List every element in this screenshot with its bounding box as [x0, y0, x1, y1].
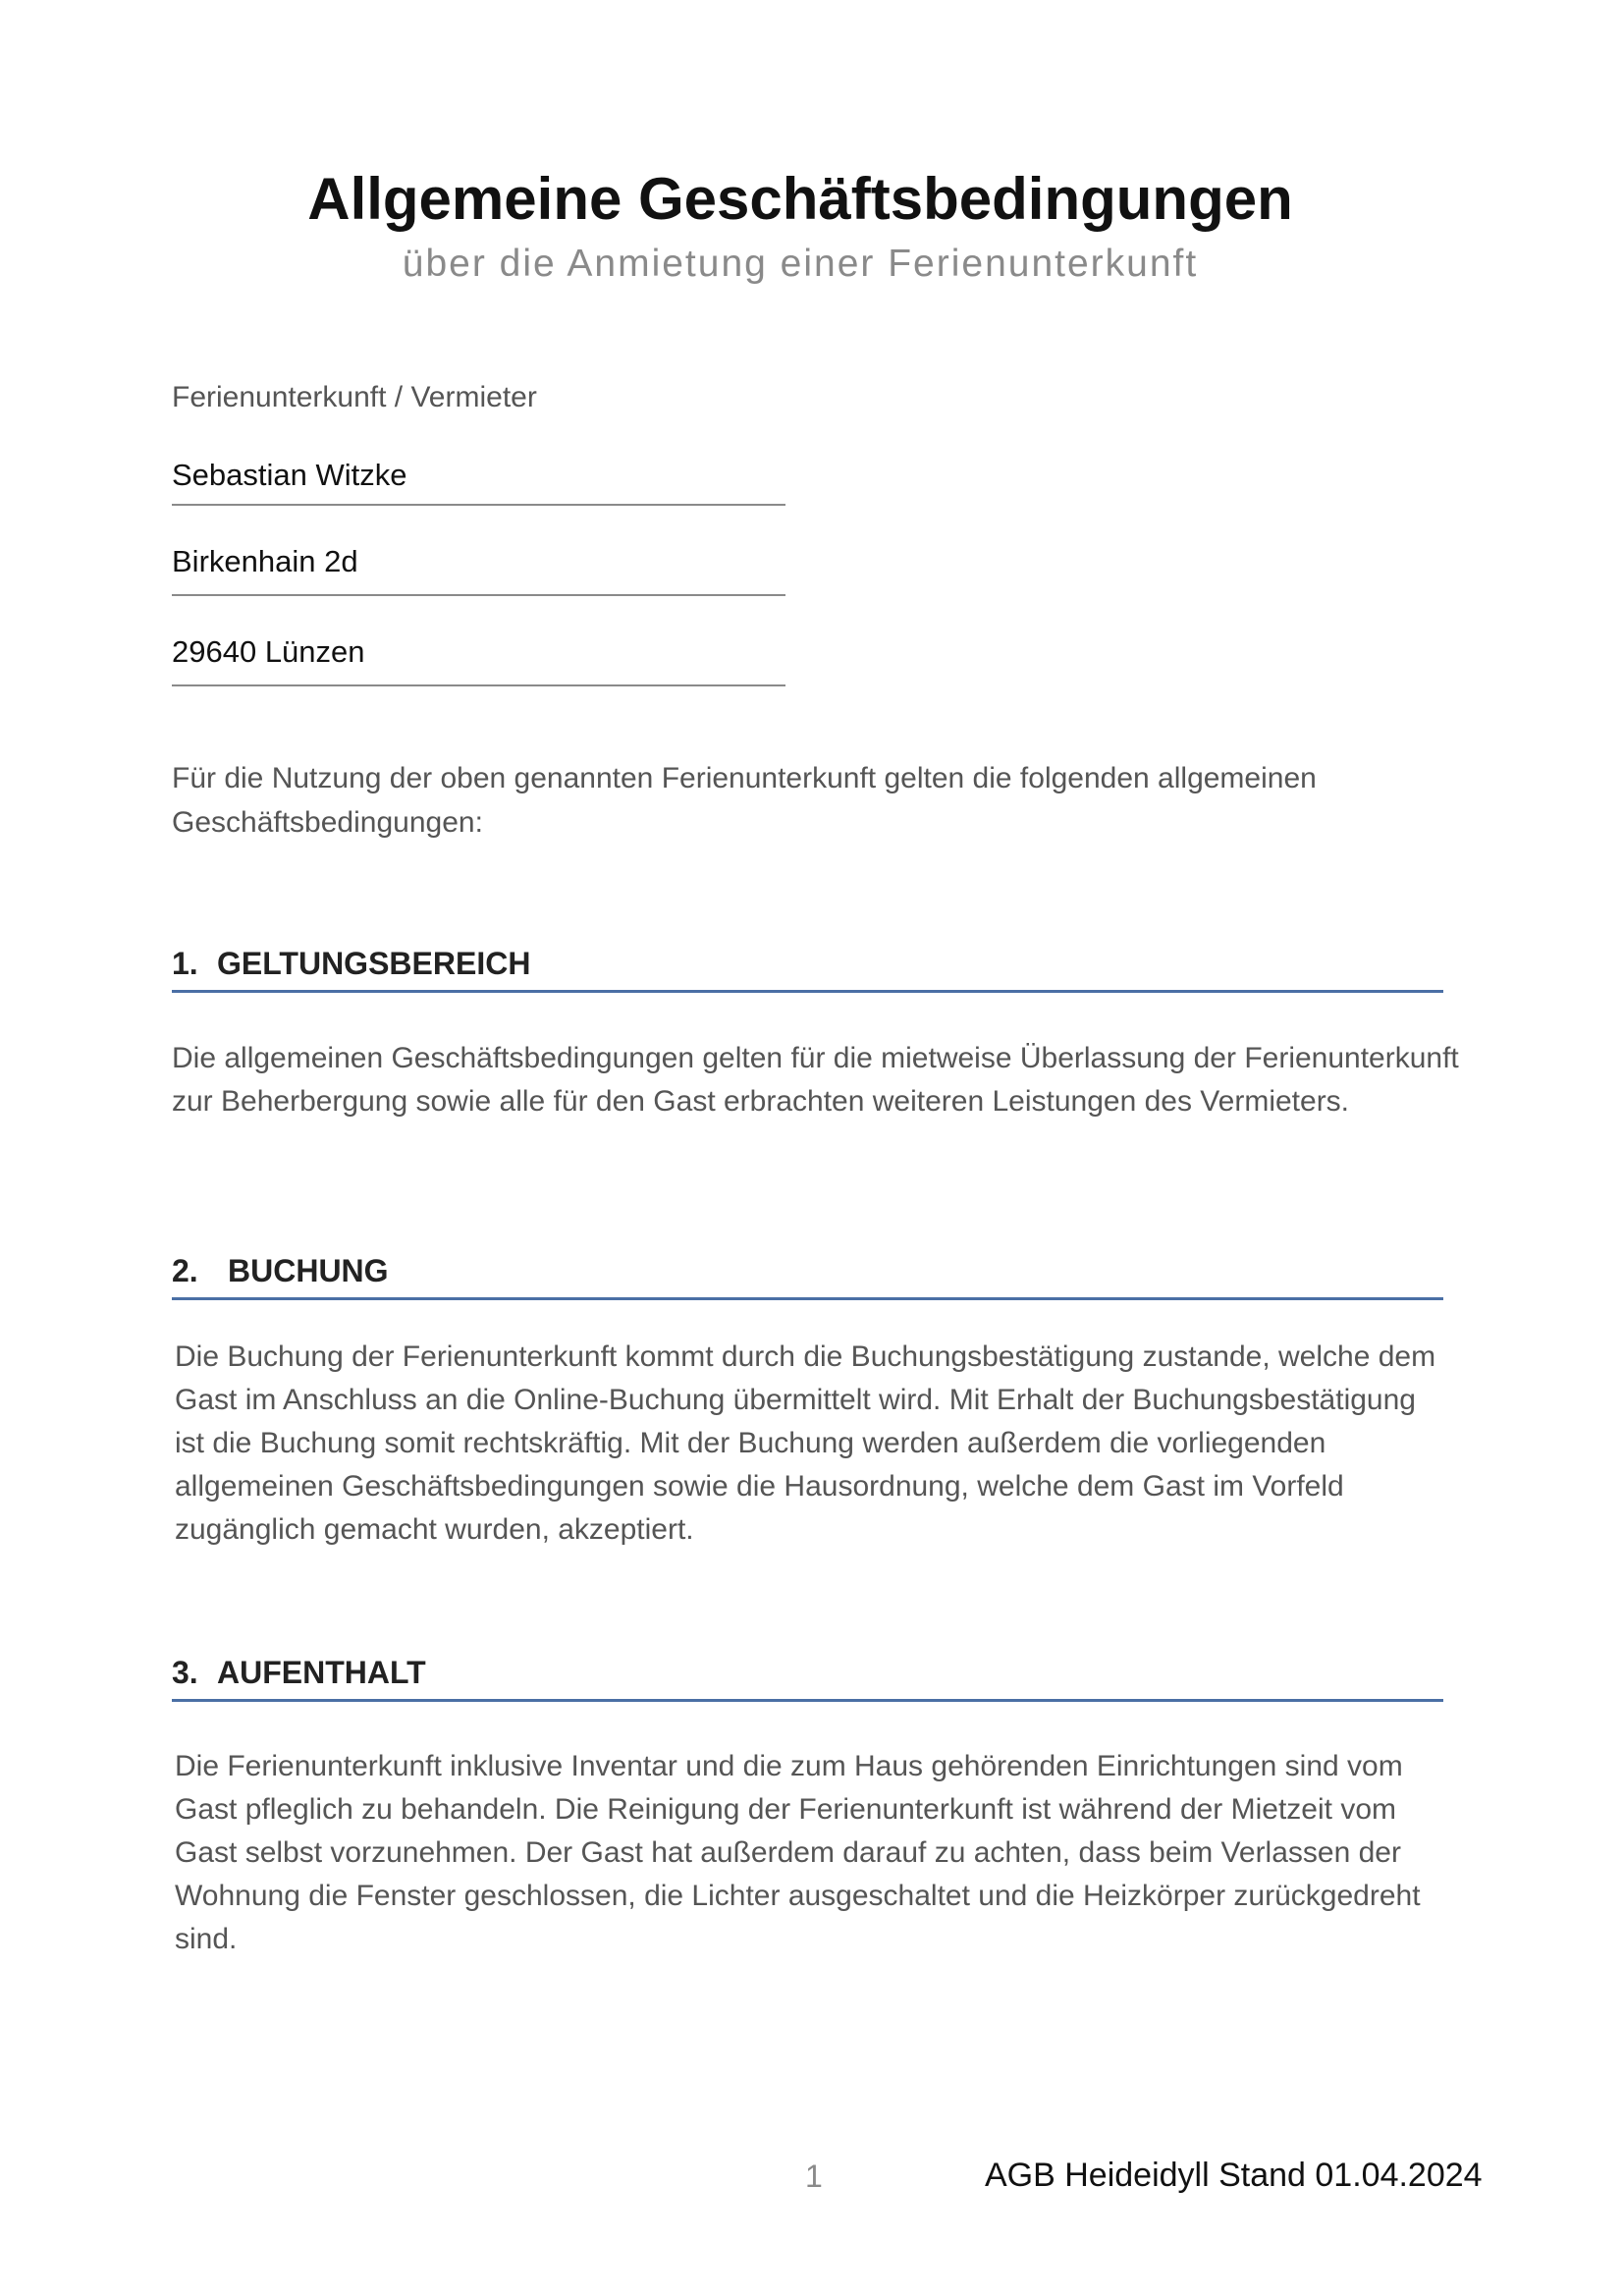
section-3-heading [172, 1655, 1443, 1702]
section-2-text: Die Buchung der Ferienunterkunft kommt durch die Buchungsbestätigung zustande, welche dem Gast im Anschluss an die Online-Buchung übermittelt wird. Mit Erhalt der Buchungsbestätigung ist die Buchung somit rechtskräftig. Mit der Buchung werden außerdem die vorliegenden allgemeinen Geschäftsbedingungen sowie die Hausordnung, welche dem Gast im Vorfeld zugänglich gemacht wurden, akzeptiert. [175, 1340, 1436, 1546]
page-number: 1 [805, 2159, 823, 2194]
landlord-city: 29640 Lünzen [172, 634, 365, 669]
landlord-name-field [172, 458, 785, 506]
intro-text: Für die Nutzung der oben genannten Ferienunterkunft gelten die folgenden allgemeinen Geschäftsbedingungen: [172, 762, 1317, 839]
section-1-title: GELTUNGSBEREICH [217, 946, 531, 981]
section-1-number: 1. [172, 946, 198, 981]
section-1-heading [172, 946, 1443, 993]
section-3-number: 3. [172, 1655, 198, 1690]
section-2-heading [172, 1253, 1443, 1300]
section-2-title: BUCHUNG [228, 1253, 389, 1288]
section-3-title: AUFENTHALT [217, 1655, 426, 1690]
footer-document-info: AGB Heideidyll Stand 01.04.2024 [985, 2157, 1483, 2194]
landlord-city-field [172, 634, 785, 686]
section-2-number: 2. [172, 1253, 198, 1288]
section-3-text: Die Ferienunterkunft inklusive Inventar und die zum Haus gehörenden Einrichtungen sind vom Gast pfleglich zu behandeln. Die Reinigung der Ferienunterkunft ist während der Mietzeit vom Gast selbst vorzunehmen. Der Gast hat außerdem darauf zu achten, dass beim Verlassen der Wohnung die Fenster geschlossen, die Lichter ausgeschaltet und die Heizkörper zurückgedreht sind. [175, 1750, 1421, 1955]
landlord-label: Ferienunterkunft / Vermieter [172, 381, 537, 413]
landlord-name: Sebastian Witzke [172, 458, 407, 492]
document-title: Allgemeine Geschäftsbedingungen [307, 166, 1293, 232]
document-subtitle: über die Anmietung einer Ferienunterkunft [402, 243, 1199, 285]
landlord-street-field [172, 544, 785, 596]
section-1-text: Die allgemeinen Geschäftsbedingungen gelten für die mietweise Überlassung der Ferienunterkunft zur Beherbergung sowie alle für den Gast erbrachten weiteren Leistungen des Vermieters. [172, 1042, 1459, 1118]
landlord-street: Birkenhain 2d [172, 544, 358, 578]
